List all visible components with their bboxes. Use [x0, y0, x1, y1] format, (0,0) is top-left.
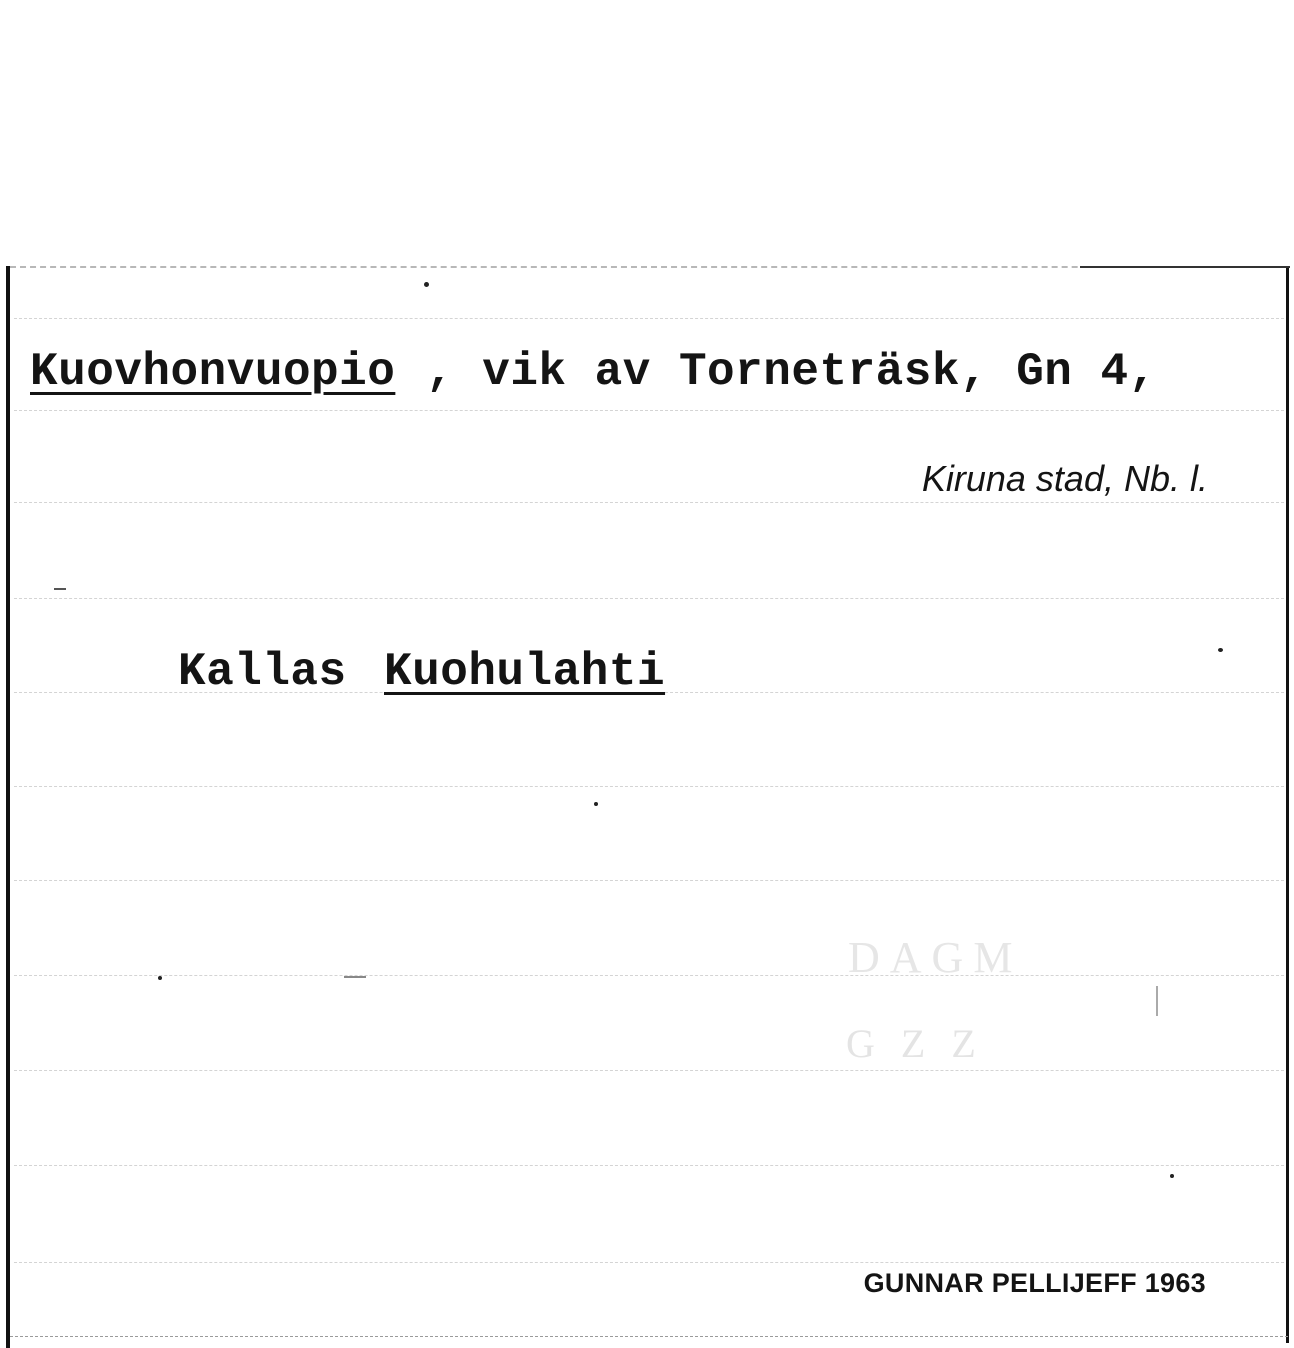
ruled-line: [14, 1262, 1284, 1263]
ruled-line: [14, 410, 1284, 411]
variant-name: Kuohulahti: [384, 646, 666, 698]
ink-mark: [1156, 986, 1158, 1016]
ruled-line: [14, 786, 1284, 787]
ruled-line: [14, 1070, 1284, 1071]
ink-speck: [594, 802, 598, 806]
headword: Kuovhonvuopio: [30, 346, 396, 398]
faded-stamp-line-1: DAGM: [848, 933, 1023, 982]
ruled-line: [14, 1165, 1284, 1166]
ink-speck: [1218, 648, 1223, 652]
ink-mark: [54, 588, 66, 590]
ruled-line: [14, 880, 1284, 881]
ink-speck: [1170, 1174, 1174, 1178]
faded-stamp-line-2: GZZ: [846, 1021, 1002, 1066]
ruled-line: [14, 502, 1284, 503]
author-credit: GUNNAR PELLIJEFF 1963: [863, 1268, 1206, 1298]
ink-mark: [344, 976, 366, 978]
ink-speck: [158, 976, 162, 980]
variant-source: Kallas: [178, 646, 347, 698]
ruled-line: [14, 598, 1284, 599]
parish-label: Kiruna stad, Nb. l.: [921, 458, 1208, 499]
ruled-line: [14, 318, 1284, 319]
card-left-edge: [6, 266, 10, 1348]
card-bottom-edge: [10, 1336, 1288, 1337]
ruled-line: [14, 975, 1284, 976]
headword-description: , vik av Torneträsk, Gn 4,: [426, 346, 1157, 398]
card-right-edge: [1286, 268, 1289, 1343]
ink-speck: [424, 282, 429, 287]
card-top-edge-dark: [1080, 266, 1290, 268]
